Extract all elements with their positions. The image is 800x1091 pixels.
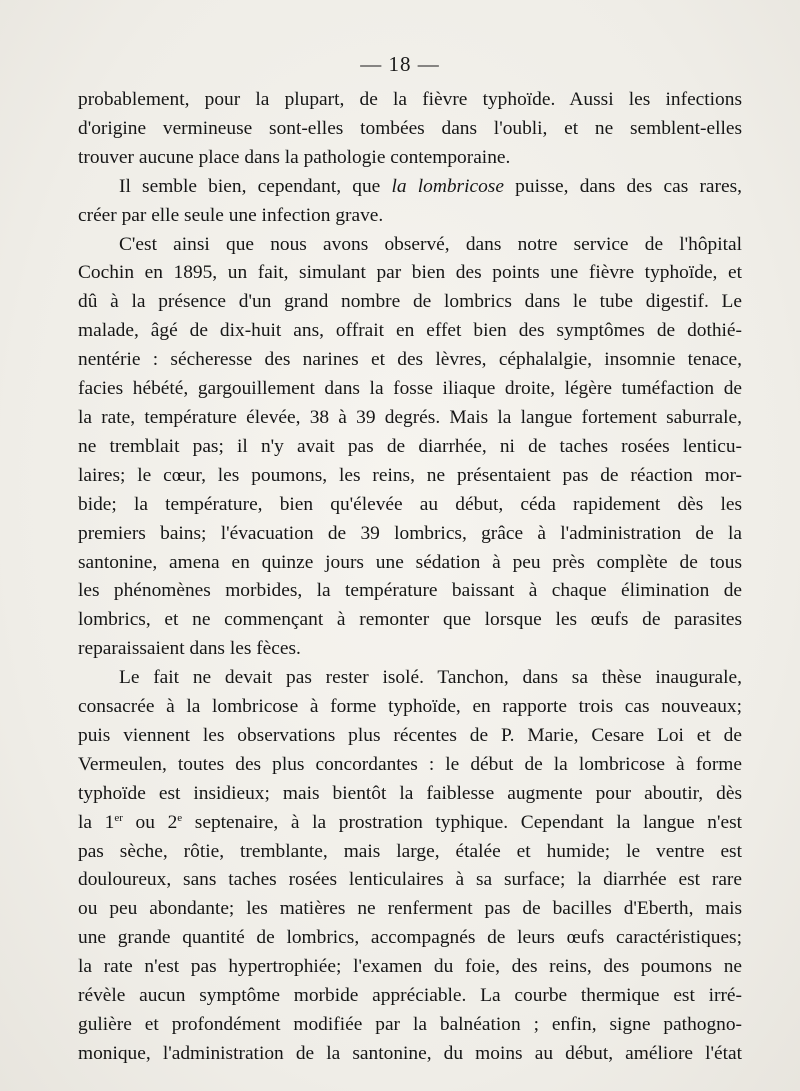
text-line: reparaissaient dans les fèces. <box>78 638 301 660</box>
text-segment: puisse, dans des cas rares, <box>515 175 742 197</box>
text-line: facies hébété, gargouillement dans la fosse iliaque droite, légère tuméfaction de <box>78 378 742 400</box>
paragraph-3 <box>78 231 742 665</box>
text-line: nentérie : sécheresse des narines et des lèvres, céphalalgie, insomnie tenace, <box>78 349 742 371</box>
italic-term: la lombricose <box>391 175 504 197</box>
text-line: trouver aucune place dans la pathologie contemporaine. <box>78 146 511 168</box>
text-line: C'est ainsi que nous avons observé, dans notre service de l'hôpital <box>119 233 742 255</box>
page-number: — 18 — <box>360 52 440 76</box>
text-line: une grande quantité de lombrics, accompagnés de leurs œufs caractéristiques; <box>78 927 742 949</box>
ordinal-superscript: er <box>114 811 123 824</box>
ordinal-superscript: e <box>177 811 183 824</box>
text-line <box>78 173 742 202</box>
text-line: laires; le cœur, les poumons, les reins, ne présentaient pas de réaction mor- <box>78 464 742 486</box>
text-line: ou peu abondante; les matières ne renferment pas de bacilles d'Eberth, mais <box>78 898 742 920</box>
text-line: monique, l'administration de la santonine, du moins au début, améliore l'état <box>78 1042 742 1064</box>
text-line: premiers bains; l'évacuation de 39 lombrics, grâce à l'administration de la <box>78 522 742 544</box>
text-line: la rate n'est pas hypertrophiée; l'examen du foie, des reins, des poumons ne <box>78 956 742 978</box>
text-line: gulière et profondément modifiée par la balnéation ; enfin, signe pathogno- <box>78 1014 742 1035</box>
paragraph-1 <box>78 86 742 173</box>
text-line: consacrée à la lombricose à forme typhoïde, en rapporte trois cas nouveaux; <box>78 696 742 718</box>
body-text <box>78 86 742 1069</box>
text-line: malade, âgé de dix-huit ans, offrait en effet bien des symptômes de dothié- <box>78 320 742 342</box>
text-line: Vermeulen, toutes des plus concordantes : le début de la lombricose à forme <box>78 753 742 775</box>
text-line: puis viennent les observations plus récentes de P. Marie, Cesare Loi et de <box>78 724 742 746</box>
paragraph-2 <box>78 173 742 231</box>
text-line: douloureux, sans taches rosées lenticulaires à sa surface; la diarrhée est rare <box>78 869 742 891</box>
text-line: Cochin en 1895, un fait, simulant par bien des points une fièvre typhoïde, et <box>78 262 742 284</box>
text-line <box>78 809 742 838</box>
text-line: lombrics, et ne commençant à remonter que lorsque les œufs de parasites <box>78 609 742 631</box>
text-segment: ou 2 <box>122 811 178 833</box>
text-line: d'origine vermineuse sont-elles tombées dans l'oubli, et ne semblent-elles <box>78 117 742 139</box>
text-segment: Il semble bien, cependant, que <box>119 175 381 197</box>
text-line: Le fait ne devait pas rester isolé. Tanchon, dans sa thèse inaugurale, <box>119 667 742 689</box>
text-line: santonine, amena en quinze jours une sédation à peu près complète de tous <box>78 551 742 573</box>
text-line: bide; la température, bien qu'élevée au début, céda rapidement dès les <box>78 493 742 515</box>
paragraph-4 <box>78 664 742 1069</box>
text-line: probablement, pour la plupart, de la fièvre typhoïde. Aussi les infections <box>78 89 742 110</box>
text-line: ne tremblait pas; il n'y avait pas de diarrhée, ni de taches rosées lenticu- <box>78 435 742 457</box>
text-line: dû à la présence d'un grand nombre de lombrics dans le tube digestif. Le <box>78 291 742 313</box>
text-line: créer par elle seule une infection grave. <box>78 204 384 226</box>
text-line: typhoïde est insidieux; mais bientôt la faiblesse augmente pour aboutir, dès <box>78 782 742 804</box>
text-line: les phénomènes morbides, la température baissant à chaque élimination de <box>78 580 742 602</box>
text-segment: la 1 <box>78 811 115 833</box>
text-line: révèle aucun symptôme morbide appréciable. La courbe thermique est irré- <box>78 985 742 1007</box>
text-line: la rate, température élevée, 38 à 39 degrés. Mais la langue fortement saburrale, <box>78 406 742 428</box>
text-segment: septenaire, à la prostration typhique. Cependant la langue n'est <box>182 811 743 833</box>
text-line: pas sèche, rôtie, tremblante, mais large, étalée et humide; le ventre est <box>78 840 742 862</box>
